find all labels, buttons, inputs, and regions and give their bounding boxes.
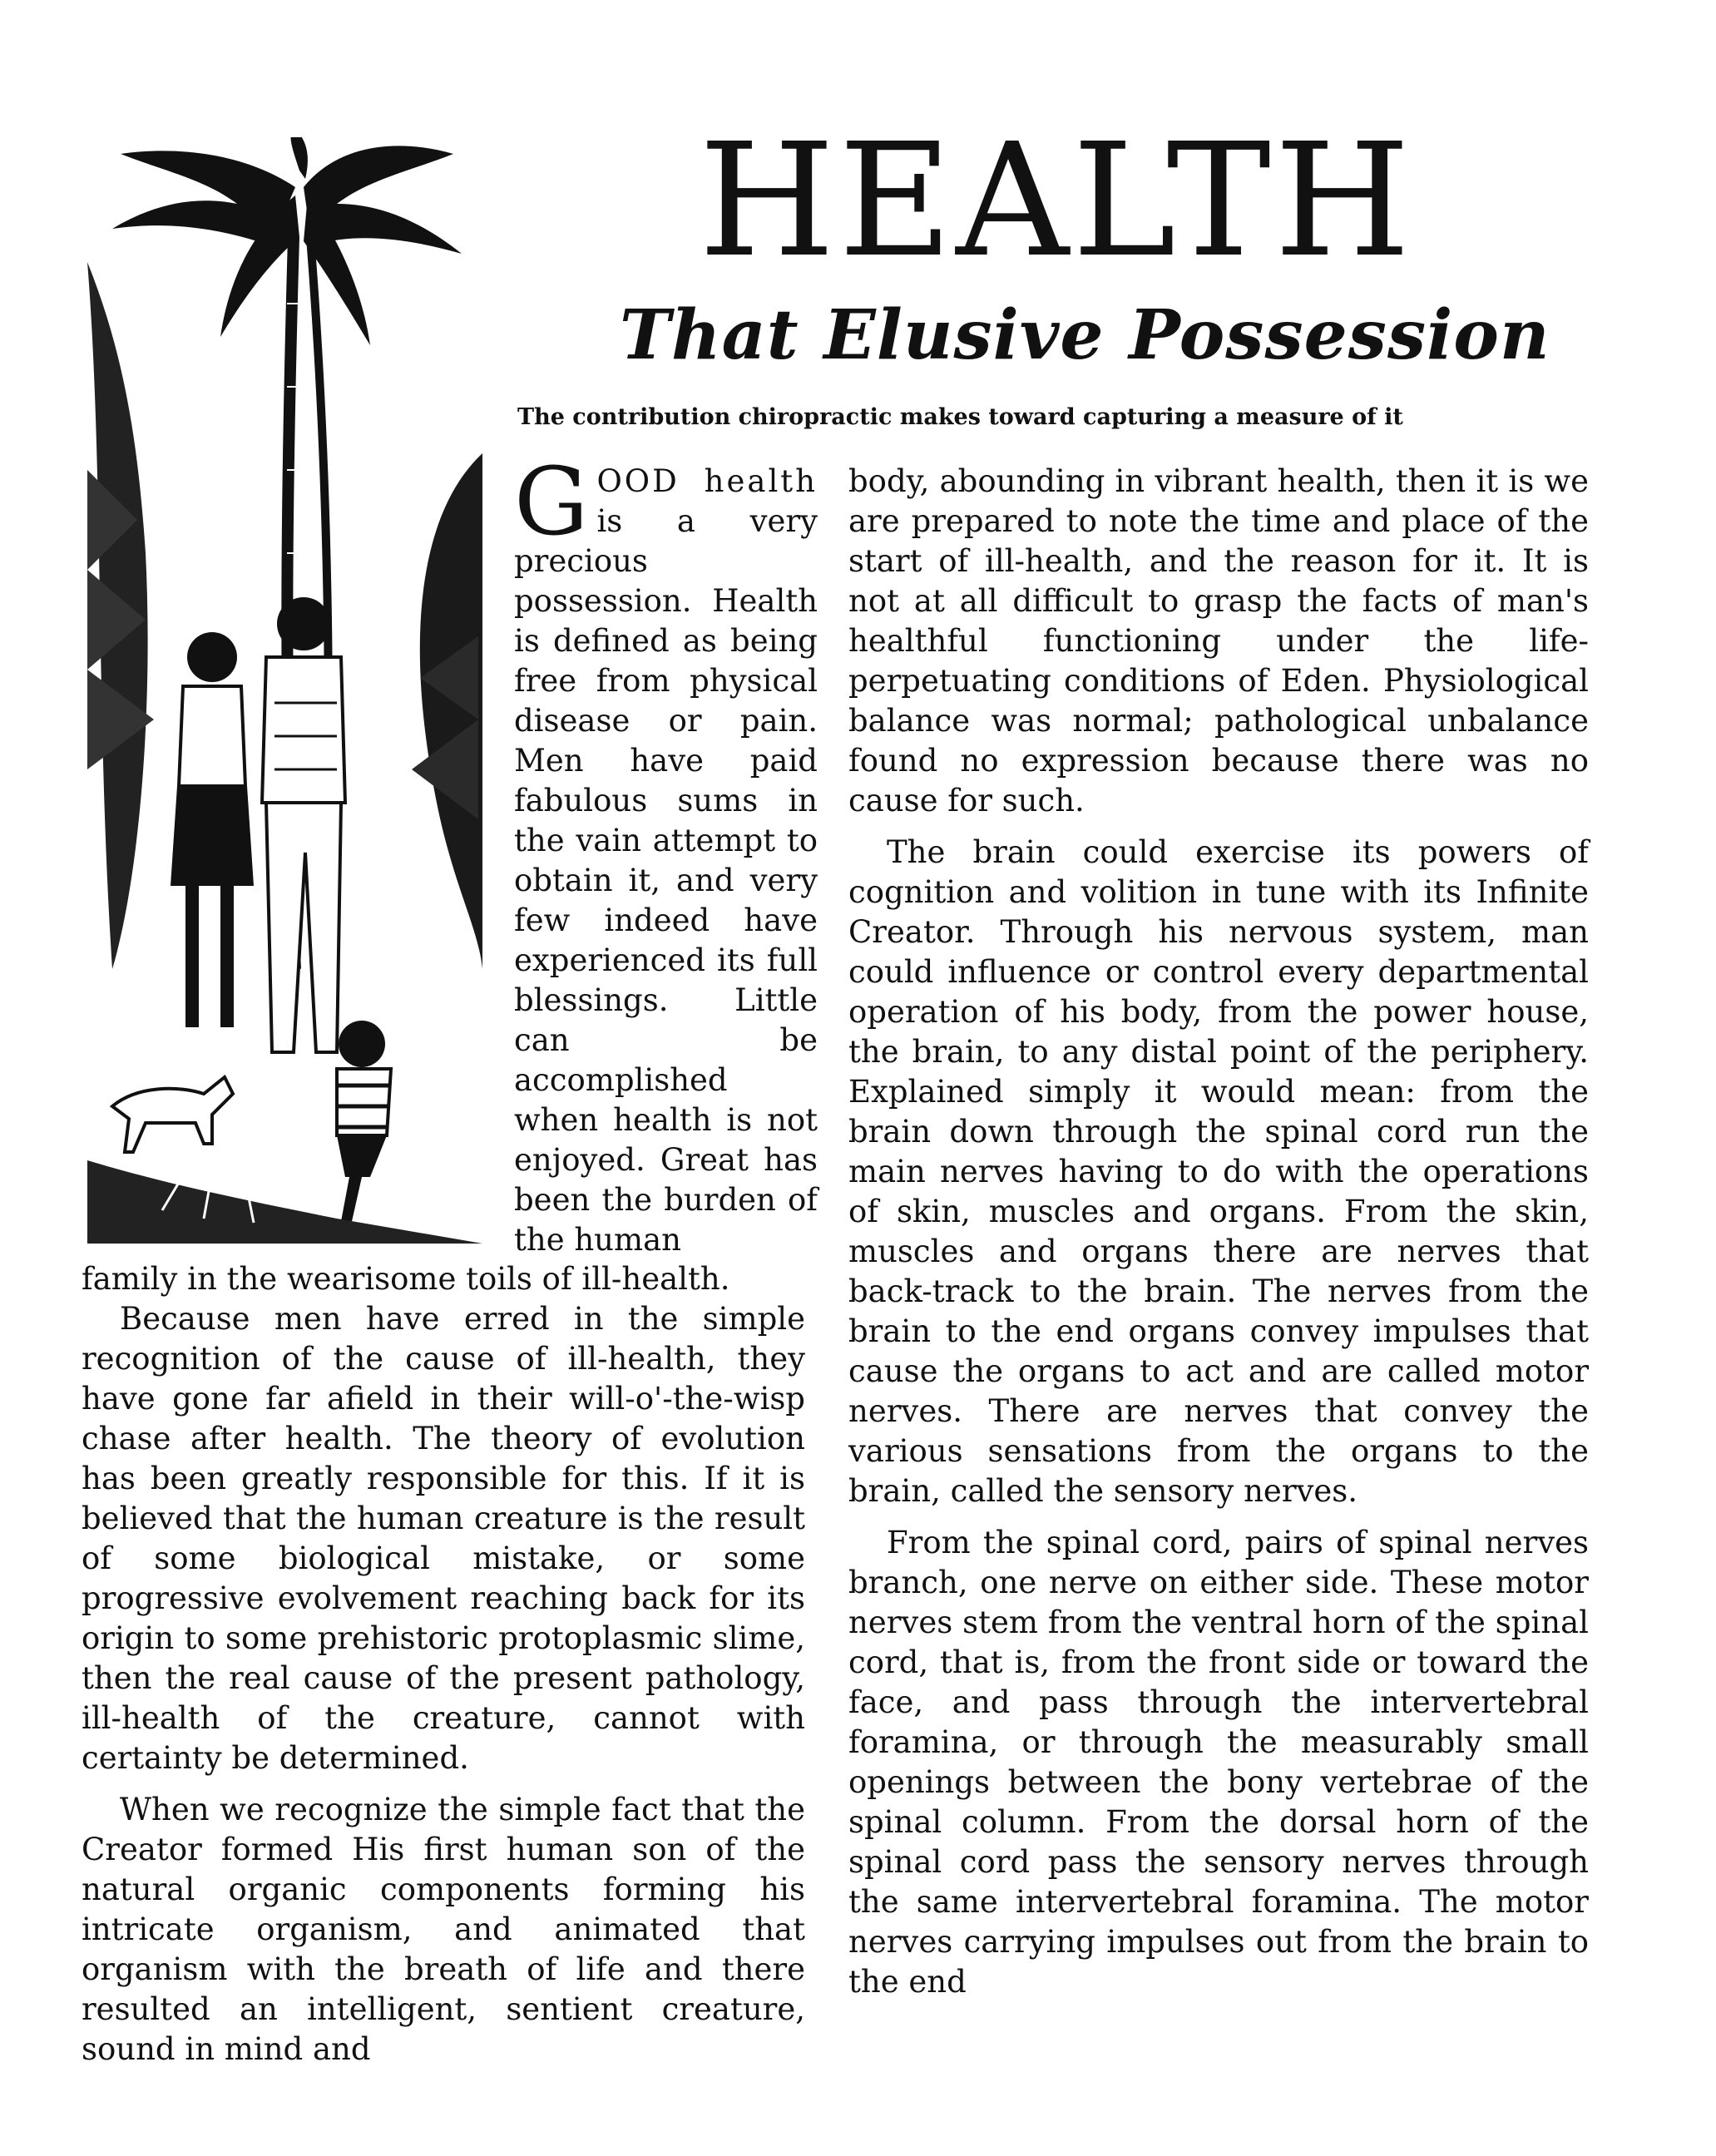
column-1-top (514, 448, 818, 1260)
article-deck: The contribution chiropractic makes toward capturing a measure of it (517, 404, 1403, 430)
paragraph-nervous-system: The brain could exercise its powers of cognition and volition in tune with its Infinite Creator. Through his nervous system, man could influence or control every departmental operation of his body, from the power house, the brain, to any distal point of the periphery. Explained simply it would mean: from the brain down through the spinal cord run the main nerves having to do with the operations of skin, muscles and organs. From the skin, muscles and organs there are nerves that back-track to the brain. The nerves from the brain to the end organs convey impulses that cause the organs to act and are called motor nerves. There are nerves that convey the various sensations from the organs to the brain, called the sensory nerves. (848, 834, 1589, 1509)
drop-cap: G (514, 448, 589, 556)
paragraph-eden: body, abounding in vibrant health, then it is we are prepared to note the time and place of the start of ill-health, and the reason for it. It is not at all difficult to grasp the facts of man's healthful functioning under the life-perpetuating conditions of Eden. Physiological balance was normal; pathological unbalance found no expression because there was no cause for such. (848, 463, 1589, 818)
opening-paragraph (514, 448, 818, 1260)
family-palm-tree-illustration (87, 137, 482, 1244)
lead-in: OOD health (596, 463, 818, 499)
column-2 (848, 462, 1589, 2002)
column-1-bottom (82, 1259, 805, 2069)
paragraph-evolution: Because men have erred in the simple recognition of the cause of ill-health, they have gone far afield in their will-o'-the-wisp chase after health. The theory of evolution has been greatly responsible for this. If it is believed that the human creature is the result of some biological mistake, or some progressive evolvement reaching back for its origin to some prehistoric protoplasmic slime, then the real cause of the present pathology, ill-health of the creature, cannot with certainty be determined. (82, 1301, 805, 1776)
opening-continuation: family in the wearisome toils of ill-health. (82, 1261, 730, 1297)
paragraph-spinal-nerves: From the spinal cord, pairs of spinal nerves branch, one nerve on either side. These motor nerves stem from the ventral horn of the spinal cord, that is, from the front side or toward the face, and pass through the intervertebral foramina, or through the measurably small openings between the bony vertebrae of the spinal column. From the dorsal horn of the spinal cord pass the sensory nerves through the same intervertebral foramina. The motor nerves carrying impulses out from the brain to the end (848, 1525, 1589, 2000)
article-title: HEALTH (699, 110, 1414, 292)
article-subtitle: That Elusive Possession (620, 295, 1550, 375)
paragraph-creator: When we recognize the simple fact that the Creator formed His first human son of the natural organic components forming his intricate organism, and animated that organism with the breath of life and there resulted an intelligent, sentient creature, sound in mind and (82, 1792, 805, 2067)
opening-text: is a very precious possession. Health is defined as being free from physical disease or pain. Men have paid fabulous sums in the vain attempt to obtain it, and very few indeed have experienced its full blessings. Little can be accomplished when health is not enjoyed. Great has been the burden of the human (514, 503, 818, 1258)
